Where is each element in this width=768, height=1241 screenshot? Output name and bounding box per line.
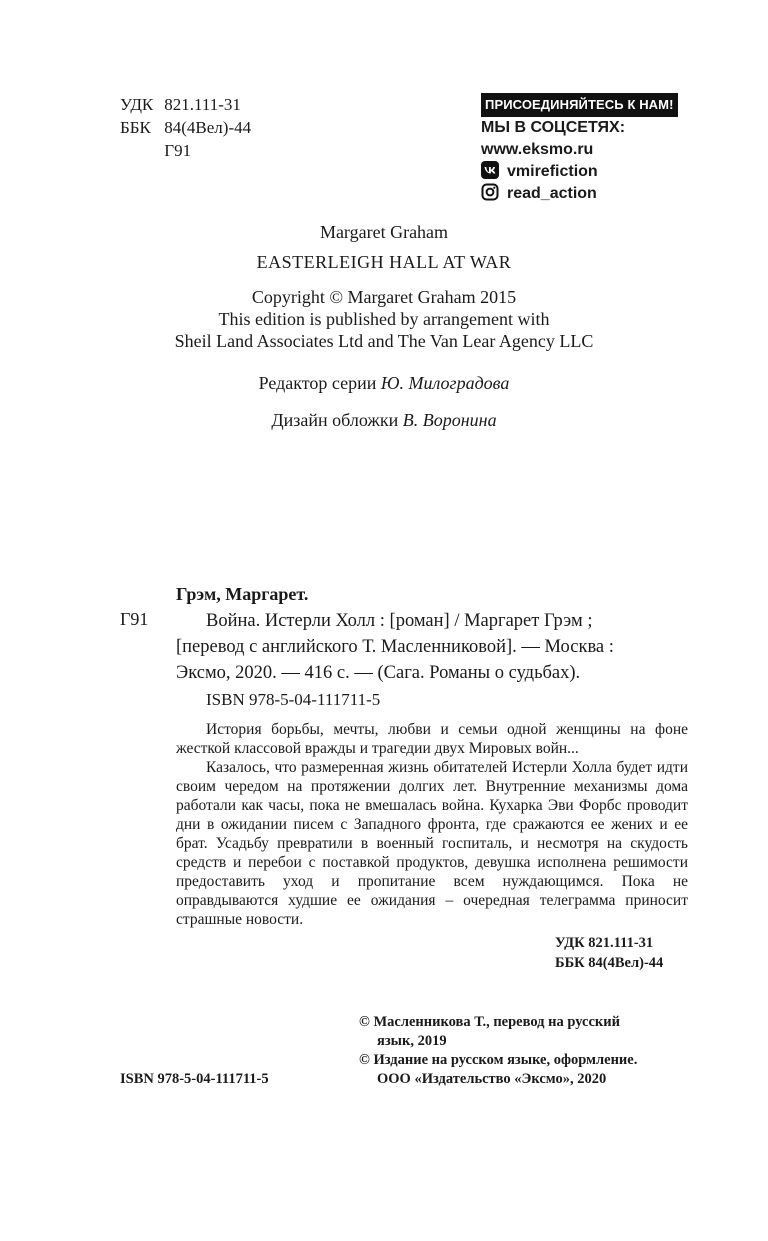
join-us-banner: ПРИСОЕДИНЯЙТЕСЬ К НАМ! bbox=[481, 93, 678, 117]
cover-design-name: В. Воронина bbox=[402, 410, 497, 430]
author-mark-value: Г91 bbox=[164, 141, 192, 160]
original-title: EASTERLEIGH HALL AT WAR bbox=[256, 252, 512, 272]
edition-copyright-cont: ООО «Издательство «Эксмо», 2020 bbox=[377, 1071, 607, 1087]
instagram-icon bbox=[481, 183, 499, 201]
bottom-udk: УДК 821.111-31 bbox=[555, 935, 654, 951]
vk-icon bbox=[481, 161, 499, 179]
udk-label: УДК bbox=[120, 95, 154, 114]
vk-handle: vmirefiction bbox=[507, 163, 598, 180]
author-mark-row bbox=[120, 139, 251, 162]
annotation-paragraph-2: Казалось, что размеренная жизнь обитателей Истерли Холла будет идти своим чередом на протяжении долгих лет. Внутренние механизмы дома работали как часы, пока не вмешалась война. Кухарка Эви Форбс проводит дни в ожидании писем с Западного фронта, где сражаются ее жених и ее брат. Усадьбу превратили в военный госпиталь, и несмотря на скудость средств и перебои с поставкой продуктов, девушка исполнена решимости предоставить уход и пропитание всем нуждающимся. Пока не оправдываются худшие ее ожидания – очередная телеграмма приносит страшные новости. bbox=[176, 759, 688, 928]
annotation bbox=[176, 720, 688, 929]
original-author: Margaret Graham bbox=[319, 222, 449, 242]
vk-row[interactable] bbox=[481, 161, 678, 183]
copyright-line: Copyright © Margaret Graham 2015 bbox=[251, 287, 517, 307]
annotation-paragraph-1: История борьбы, мечты, любви и семьи одной женщины на фоне жесткой классовой вражды и трагедии двух Мировых войн... bbox=[176, 721, 688, 757]
catalog-isbn: ISBN 978-5-04-111711-5 bbox=[206, 690, 381, 709]
cover-design-label: Дизайн обложки bbox=[271, 410, 399, 430]
series-editor-name: Ю. Милоградова bbox=[380, 373, 510, 393]
edition-copyright: © Издание на русском языке, оформление. bbox=[359, 1052, 638, 1068]
bottom-codes bbox=[555, 933, 663, 973]
catalog-line-3: Эксмо, 2020. — 416 с. — (Сага. Романы о судьбах). bbox=[176, 663, 581, 683]
instagram-row[interactable] bbox=[481, 183, 678, 205]
social-block bbox=[481, 93, 678, 205]
copyright-notices bbox=[359, 1013, 699, 1089]
series-editor-label: Редактор серии bbox=[258, 373, 377, 393]
series-editor bbox=[0, 373, 768, 394]
bbk-row bbox=[120, 116, 251, 139]
bottom-isbn: ISBN 978-5-04-111711-5 bbox=[120, 1071, 269, 1087]
instagram-handle: read_action bbox=[507, 185, 597, 202]
social-subtitle: МЫ В СОЦСЕТЯХ: bbox=[481, 119, 626, 136]
translation-copyright-cont: язык, 2019 bbox=[377, 1033, 447, 1049]
bbk-value: 84(4Вел)-44 bbox=[164, 118, 252, 137]
udk-row bbox=[120, 93, 251, 116]
udk-value: 821.111-31 bbox=[164, 95, 241, 114]
website-link[interactable]: www.eksmo.ru bbox=[481, 141, 594, 158]
catalog-line-1: Война. Истерли Холл : [роман] / Маргарет Грэм ; bbox=[206, 611, 593, 631]
edition-line-1: This edition is published by arrangement with bbox=[218, 309, 550, 329]
bbk-label: ББК bbox=[120, 118, 151, 137]
catalog-code: Г91 bbox=[120, 609, 149, 629]
catalog-author: Грэм, Маргарет. bbox=[176, 584, 309, 604]
cover-design bbox=[0, 410, 768, 431]
catalog-description bbox=[176, 608, 696, 686]
bottom-bbk: ББК 84(4Вел)-44 bbox=[555, 955, 664, 971]
edition-line-2: Sheil Land Associates Ltd and The Van Lear Agency LLC bbox=[174, 331, 594, 351]
catalog-line-2: [перевод с английского Т. Масленниковой]. — Москва : bbox=[176, 637, 614, 657]
classification-codes bbox=[120, 93, 251, 162]
translation-copyright: © Масленникова Т., перевод на русский bbox=[359, 1014, 620, 1030]
